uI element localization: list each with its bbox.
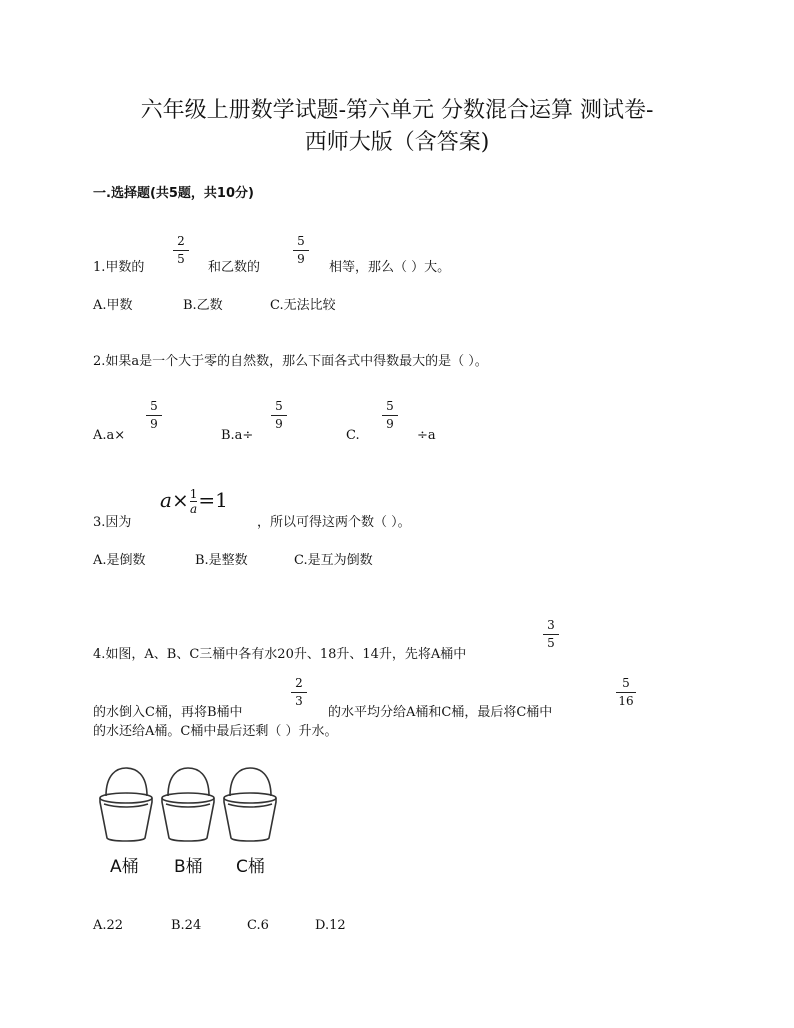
q4-line1: 4.如图，A、B、C三桶中各有水20升、18升、14升，先将A桶中 — [93, 647, 467, 662]
q4-line2a: 的水倒入C桶，再将B桶中 — [93, 705, 243, 720]
q3-text-part1: 3.因为 — [93, 515, 132, 530]
q3-option-c[interactable]: C.是互为倒数 — [294, 553, 373, 568]
bucket-b-icon — [162, 768, 214, 841]
q4-option-d[interactable]: D.12 — [315, 918, 346, 933]
q1-text-part1: 1.甲数的 — [93, 260, 145, 275]
q1-option-c[interactable]: C.无法比较 — [270, 298, 336, 313]
q4-option-a[interactable]: A.22 — [93, 918, 124, 933]
q4-fraction-2: 2 3 — [291, 676, 307, 708]
q2-option-a[interactable]: A.a× — [93, 428, 126, 443]
q2-option-c-suffix: ÷a — [417, 428, 436, 443]
q4-fraction-1: 3 5 — [543, 618, 559, 650]
q3-option-b[interactable]: B.是整数 — [195, 553, 248, 568]
q1-text-part2: 和乙数的 — [208, 260, 261, 275]
bucket-label-b: B桶 — [174, 857, 203, 877]
q2-fraction-b: 5 9 — [271, 399, 287, 431]
q2-stem: 2.如果a是一个大于零的自然数，那么下面各式中得数最大的是（ ）。 — [93, 354, 488, 369]
q1-fraction-2: 5 9 — [293, 234, 309, 266]
q1-text-part3: 相等，那么（ ）大。 — [329, 260, 451, 275]
q4-line2b: 的水平均分给A桶和C桶，最后将C桶中 — [328, 705, 553, 720]
q1-fraction-1: 2 5 — [173, 234, 189, 266]
bucket-c-icon — [224, 768, 276, 841]
bucket-label-c: C桶 — [236, 857, 265, 877]
q2-option-b[interactable]: B.a÷ — [221, 428, 254, 443]
q2-fraction-c: 5 9 — [382, 399, 398, 431]
section-heading: 一.选择题(共5题，共10分) — [93, 186, 254, 201]
q4-option-c[interactable]: C.6 — [247, 918, 269, 933]
q4-fraction-3: 5 16 — [616, 676, 636, 708]
bucket-a-icon — [100, 768, 152, 841]
q2-fraction-a: 5 9 — [146, 399, 162, 431]
q4-option-b[interactable]: B.24 — [171, 918, 202, 933]
q3-option-a[interactable]: A.是倒数 — [93, 553, 146, 568]
q4-line3: 的水还给A桶。C桶中最后还剩（ ）升水。 — [93, 724, 338, 739]
q1-option-a[interactable]: A.甲数 — [93, 298, 133, 313]
q2-option-c[interactable]: C. — [346, 428, 360, 443]
page-title-line1: 六年级上册数学试题-第六单元 分数混合运算 测试卷- — [140, 98, 654, 123]
q3-text-part2: ，所以可得这两个数（ ）。 — [257, 515, 411, 530]
bucket-label-a: A桶 — [110, 857, 139, 877]
q1-option-b[interactable]: B.乙数 — [183, 298, 223, 313]
page-title-line2: 西师大版（含答案) — [304, 130, 490, 155]
q3-equation: $a\times\frac{1}{a}=1$ — [160, 487, 228, 516]
